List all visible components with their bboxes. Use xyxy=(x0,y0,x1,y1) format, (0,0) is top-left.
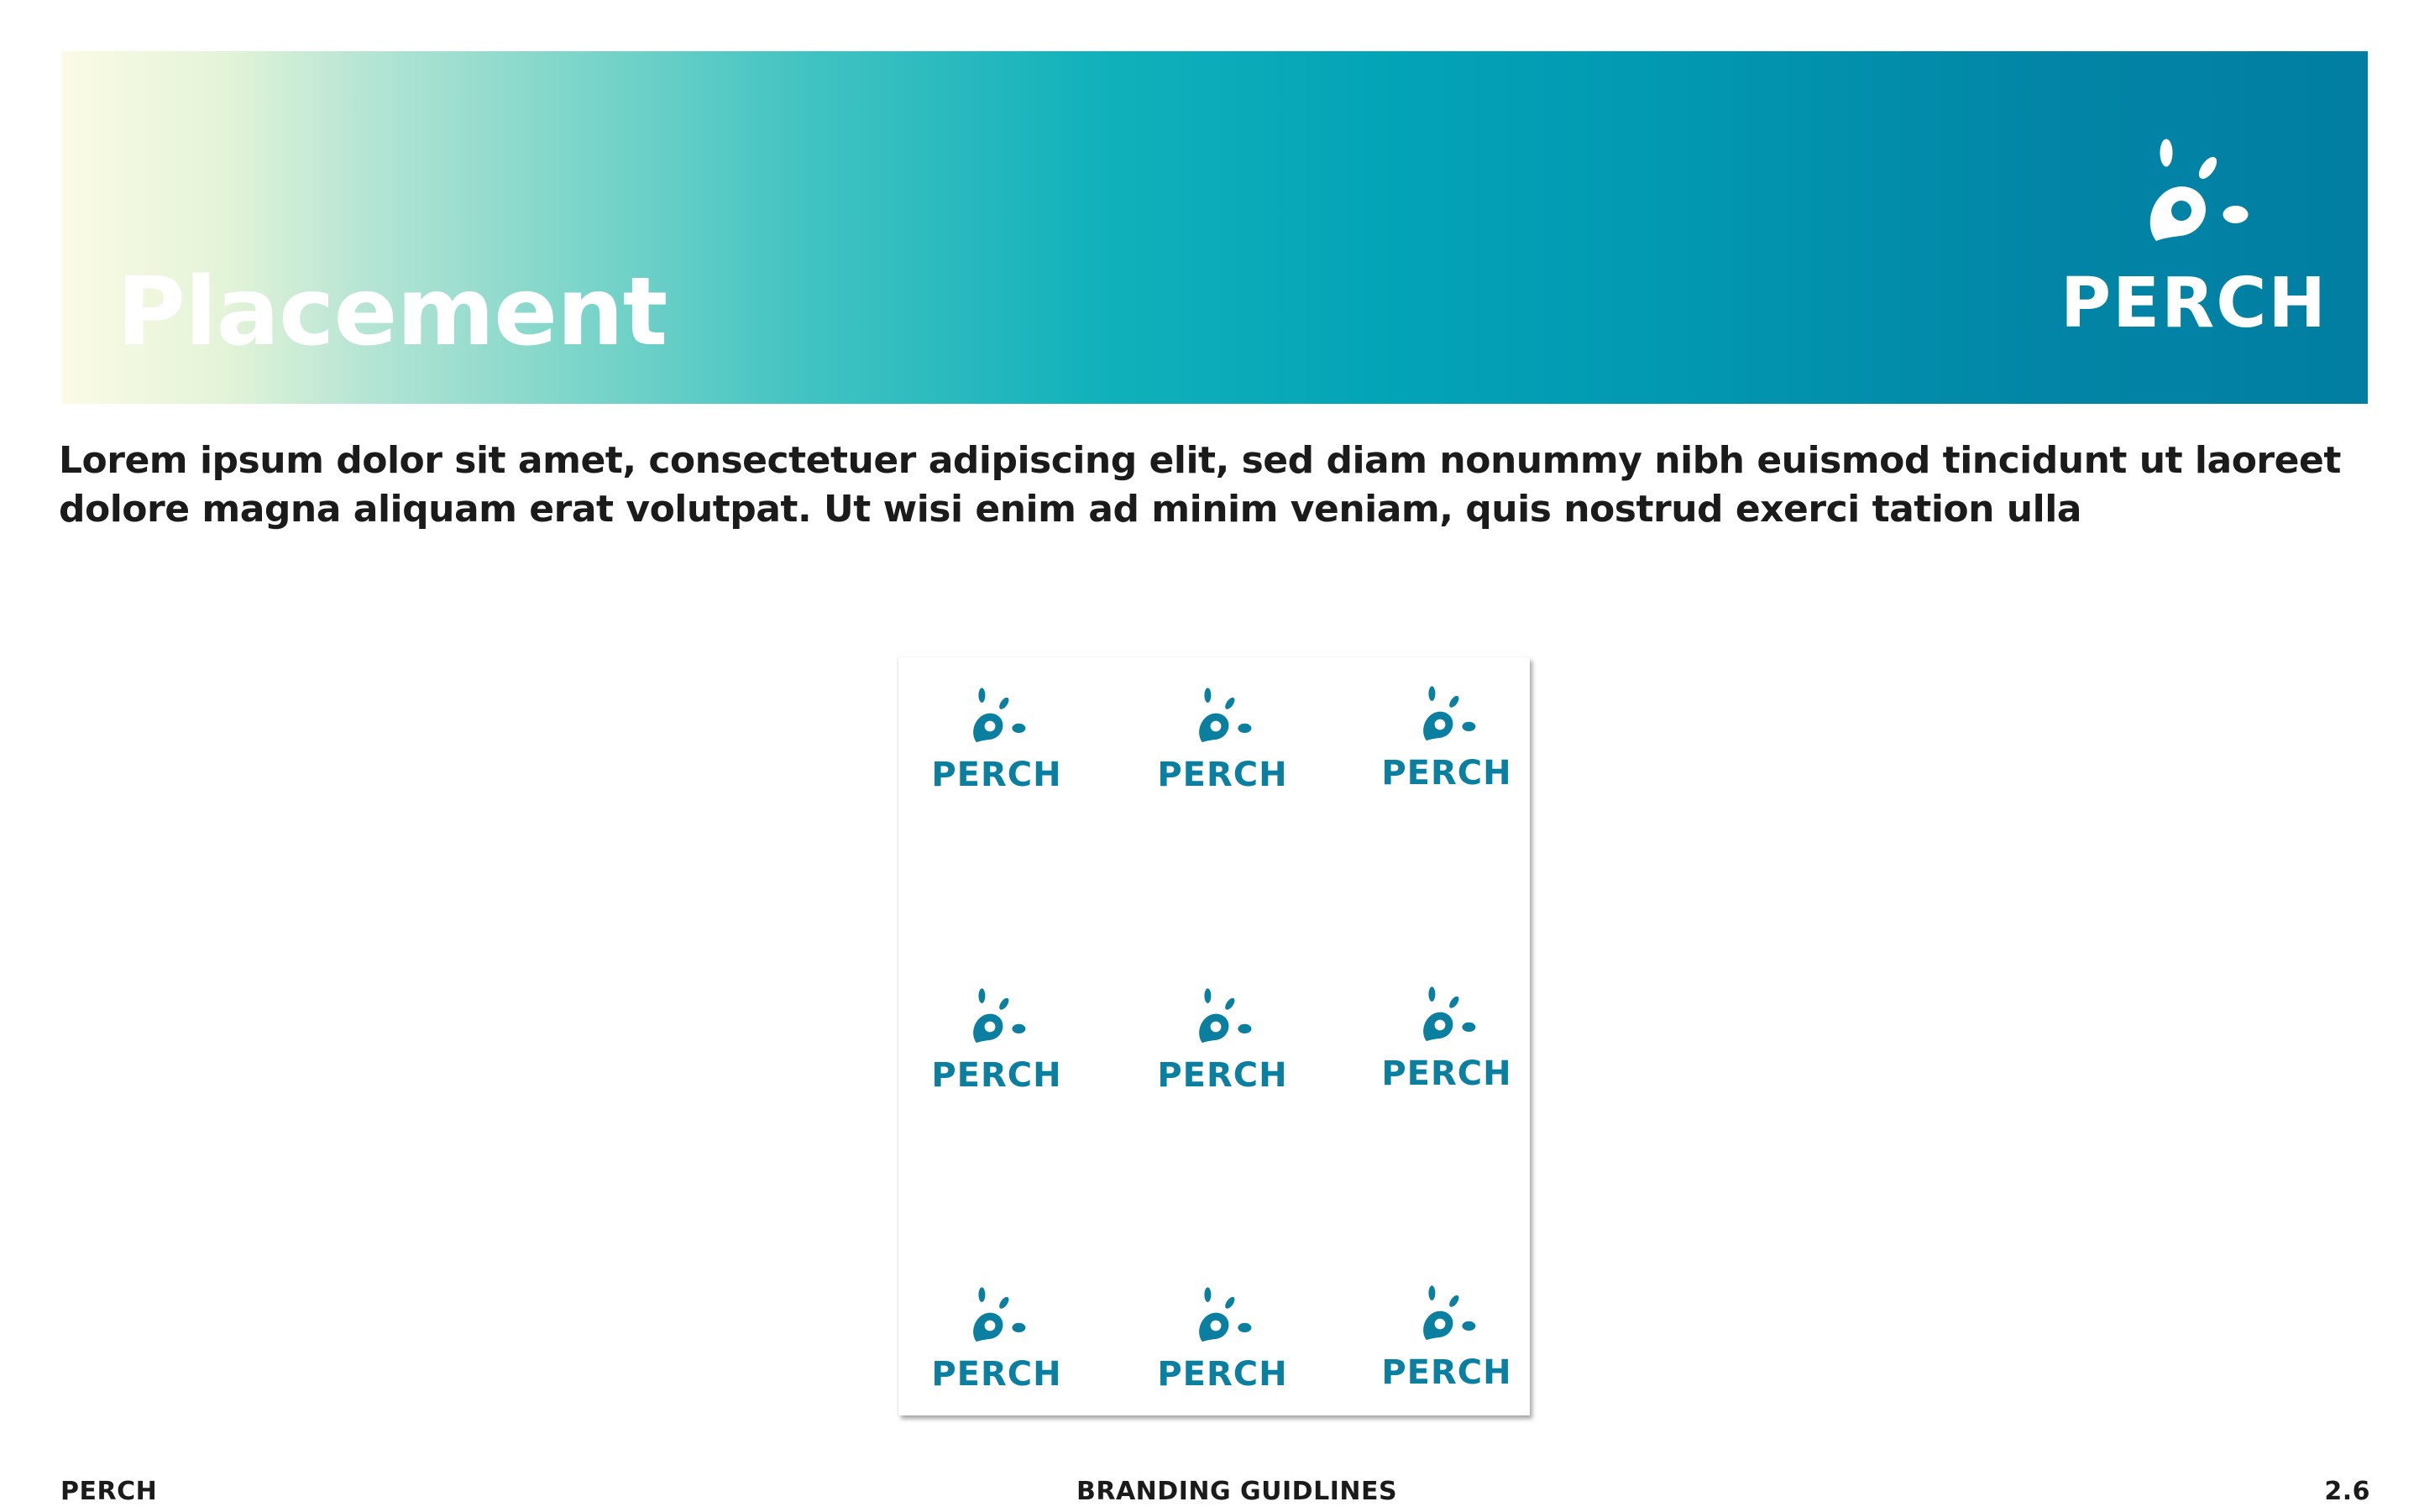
logo-wordmark: PERCH xyxy=(1381,1353,1512,1392)
logo-wordmark: PERCH xyxy=(931,756,1062,794)
placement-logo xyxy=(1151,686,1294,812)
placement-logo xyxy=(925,1285,1068,1411)
logo-wordmark: PERCH xyxy=(2060,264,2328,343)
perch-bird-icon xyxy=(1189,686,1256,753)
perch-bird-icon xyxy=(963,686,1030,753)
footer-section-title: BRANDING GUIDLINES xyxy=(1076,1477,1398,1506)
logo-wordmark: PERCH xyxy=(1157,1355,1288,1394)
header-logo xyxy=(2055,135,2333,345)
placement-logo xyxy=(1151,986,1294,1112)
perch-bird-icon xyxy=(963,986,1030,1054)
perch-bird-icon xyxy=(1189,1285,1256,1352)
perch-bird-icon xyxy=(1413,684,1480,751)
logo-wordmark: PERCH xyxy=(1381,1054,1512,1093)
placement-logo xyxy=(1151,1285,1294,1411)
footer-page-number: 2.6 xyxy=(2324,1477,2370,1506)
placement-logo xyxy=(925,686,1068,812)
perch-bird-icon xyxy=(1413,1284,1480,1351)
logo-wordmark: PERCH xyxy=(1381,754,1512,793)
placement-sheet xyxy=(898,657,1530,1415)
header-banner xyxy=(61,51,2368,404)
logo-wordmark: PERCH xyxy=(1157,756,1288,794)
placement-logo xyxy=(925,986,1068,1112)
footer-brand: PERCH xyxy=(60,1477,158,1506)
logo-wordmark: PERCH xyxy=(931,1056,1062,1095)
perch-bird-icon xyxy=(2131,135,2257,261)
page-title: Placement xyxy=(117,258,668,367)
intro-paragraph: Lorem ipsum dolor sit amet, consectetuer adipiscing elit, sed diam nonummy nibh euismod tincidunt ut laoreet dolore magna aliquam erat volutpat. Ut wisi enim ad minim veniam, quis nostrud exerci tation ulla xyxy=(59,439,2341,531)
placement-logo xyxy=(1375,1284,1518,1410)
perch-bird-icon xyxy=(1413,985,1480,1052)
placement-logo xyxy=(1375,985,1518,1111)
perch-bird-icon xyxy=(963,1285,1030,1352)
placement-logo xyxy=(1375,684,1518,810)
logo-wordmark: PERCH xyxy=(1157,1056,1288,1095)
logo-wordmark: PERCH xyxy=(931,1355,1062,1394)
perch-bird-icon xyxy=(1189,986,1256,1054)
